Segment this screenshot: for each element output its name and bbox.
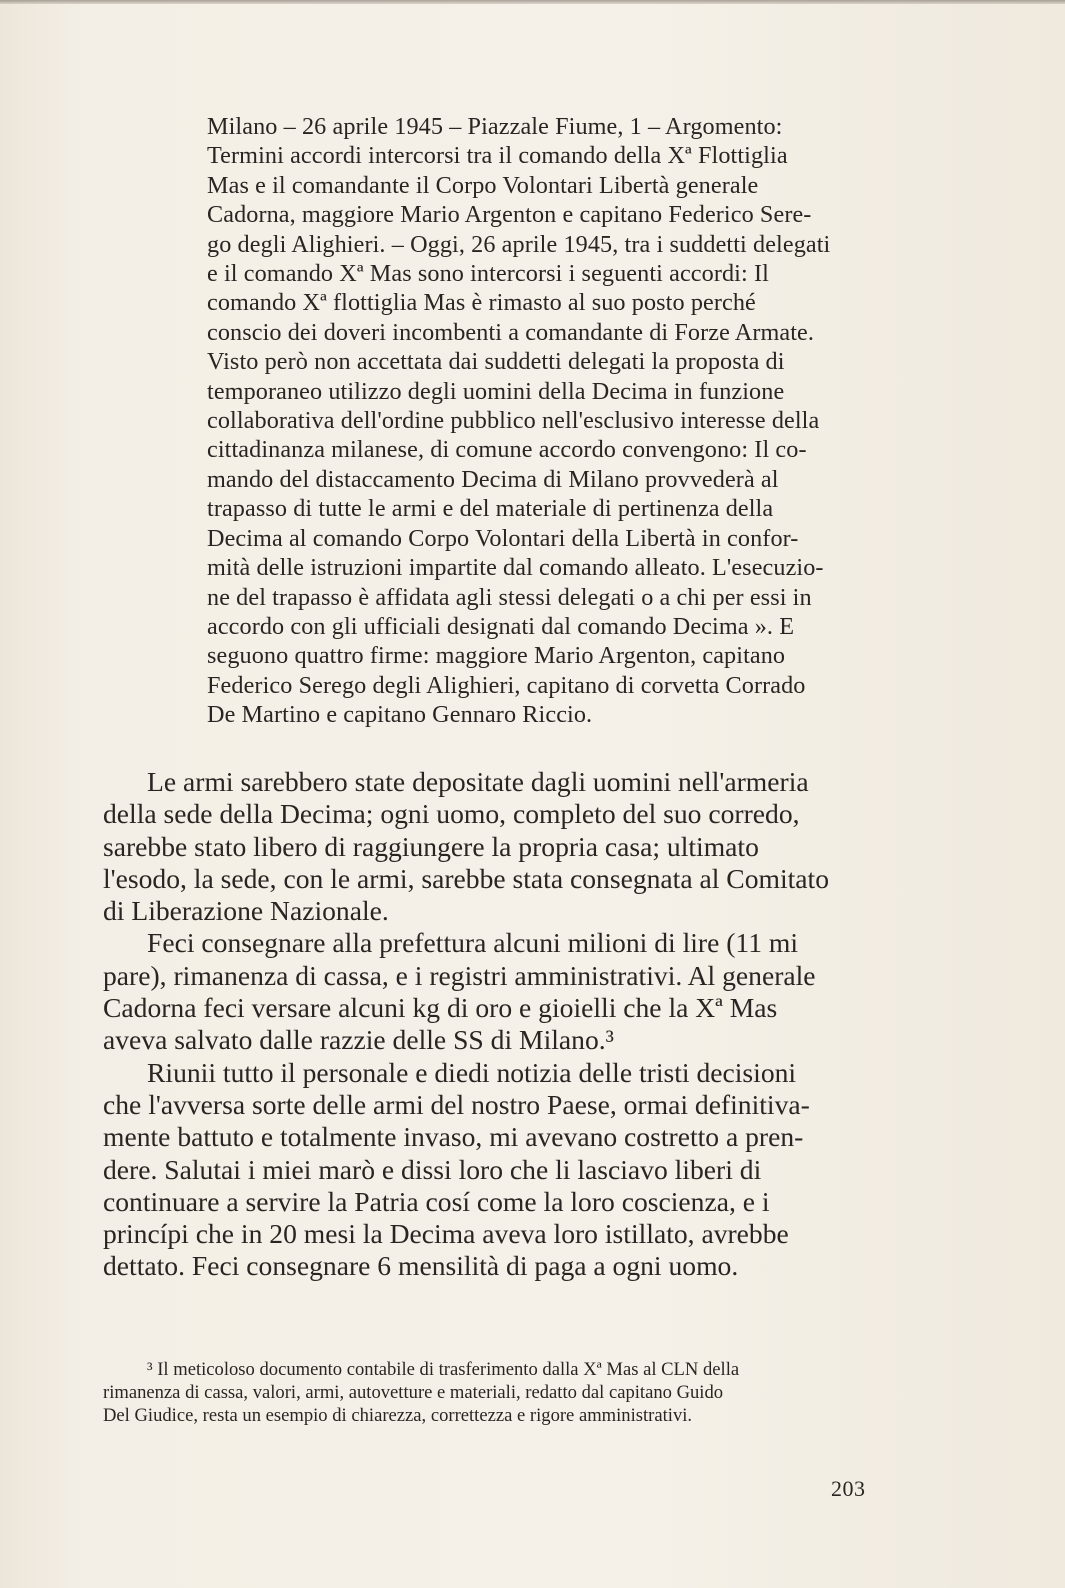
paragraph-2: Feci consegnare alla prefettura alcuni milioni di lire (11 mi pare), rimanenza di cassa, e i registri amministrativi. Al generale Cadorna feci versare alcuni kg di oro e gioielli che la Xª Mas aveva salvato dalle razzie delle SS di Milano.³ <box>103 927 816 1056</box>
page-edge <box>0 0 1065 4</box>
paragraph-3: Riunii tutto il personale e diedi notizia delle tristi decisioni che l'avversa sorte delle armi del nostro Paese, ormai definitiva- mente battuto e totalmente invaso, mi avevano costretto a pren- dere. Salutai i miei marò e dissi loro che li lasciavo liberi di continuare a servire la Patria cosí come la loro coscienza, e i princípi che in 20 mesi la Decima aveva loro istillato, avrebbe dettato. Feci consegnare 6 mensilità di paga a ogni uomo. <box>103 1056 810 1282</box>
quoted-document-block: Milano – 26 aprile 1945 – Piazzale Fiume, 1 – Argomento: Termini accordi intercorsi tra il comando della Xª Flottiglia Mas e il comandante il Corpo Volontari Libertà generale Cadorna, maggiore Mario Argenton e capitano Federico Sere- go degli Alighieri. – Oggi, 26 aprile 1945, tra i suddetti delegati e il comando Xª Mas sono intercorsi i seguenti accordi: Il comando Xª flottiglia Mas è rimasto al suo posto perché conscio dei doveri incombenti a comandante di Forze Armate. Visto però non accettata dai suddetti delegati la proposta di temporaneo utilizzo degli uomini della Decima in funzione collaborativa dell'ordine pubblico nell'esclusivo interesse della cittadinanza milanese, di comune accordo convengono: Il co- mando del distaccamento Decima di Milano provvederà al trapasso di tutte le armi e del materiale di pertinenza della Decima al comando Corpo Volontari della Libertà in confor- mità delle istruzioni impartite dal comando alleato. L'esecuzio- ne del trapasso è affidata agli stessi delegati o a chi per essi in accordo con gli ufficiali designati dal comando Decima ». E seguono quattro firme: maggiore Mario Argenton, capitano Federico Serego degli Alighieri, capitano di corvetta Corrado De Martino e capitano Gennaro Riccio. <box>207 113 831 729</box>
footnote: ³ Il meticoloso documento contabile di trasferimento dalla Xª Mas al CLN della rimanenza di cassa, valori, armi, autovetture e materiali, redatto dal capitano Guido Del Giudice, resta un esempio di chiarezza, correttezza e rigore amministrativi. <box>103 1359 740 1426</box>
body-text <box>103 766 913 1283</box>
page-number: 203 <box>831 1476 866 1501</box>
paragraph-1: Le armi sarebbero state depositate dagli uomini nell'armeria della sede della Decima; ogni uomo, completo del suo corredo, sarebbe stato libero di raggiungere la propria casa; ultimato l'esodo, la sede, con le armi, sarebbe stata consegnata al Comitato di Liberazione Nazionale. <box>103 766 829 927</box>
